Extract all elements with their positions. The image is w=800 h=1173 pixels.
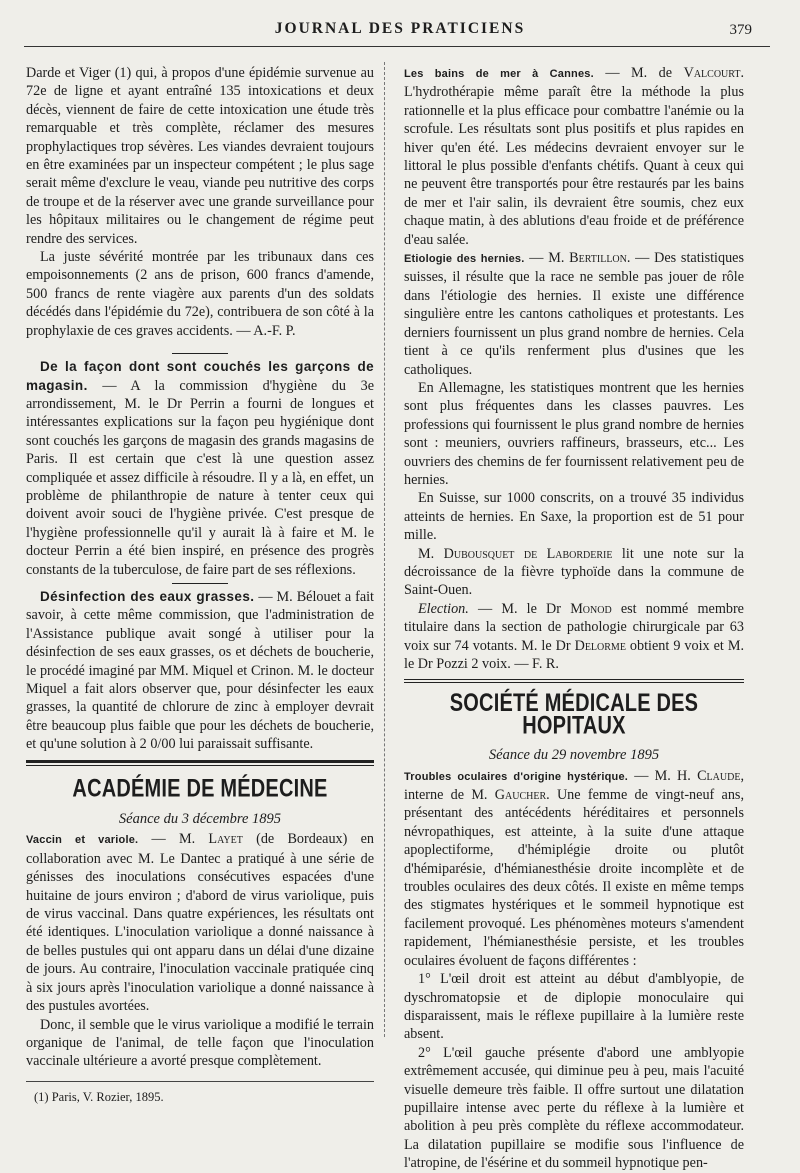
article-title: Troubles oculaires d'origine hystérique. — [404, 770, 629, 783]
article-title: Etiologie des hernies. — [404, 253, 525, 266]
article-text: — M. de — [593, 65, 684, 81]
article-title: Vaccin et variole. — [26, 834, 139, 847]
page-number: 379 — [729, 22, 752, 38]
article-hernies — [404, 249, 744, 379]
author-name: Layet — [208, 831, 243, 848]
article-text: M. — [418, 545, 444, 562]
paragraph-suisse: En Suisse, sur 1000 conscrits, on a trouvé 35 individus atteints de hernies. En Saxe, la proportion est de 51 pour mille. — [404, 490, 744, 544]
article-text: est nommé membre titulaire dans la section de pathologie chirurgicale par 63 voix sur 74 votants. M. le Dr — [404, 600, 744, 654]
author-name: Valcourt — [683, 65, 741, 81]
article-text: (de Bordeaux) en collaboration avec M. Le Dantec a pratiqué à une série de génisses des inoculations consécutives espacées d'une huitaine de jours environ ; d'abord de virus variolique, puis de virus vaccinal. Dans quatre expériences, les résultats ont été identiques. L'inoculation variolique a donné naissance à de belles pustules qui ont apparu dans un délai d'une dizaine de jours. Au contraire, l'inoculation vaccinale pratiquée cinq à six jours après l'inoculation variolique a donné naissance à des pustules avortées. — [26, 831, 374, 1015]
article-title: Désinfection des eaux grasses. — [40, 588, 255, 604]
section-thin-rule — [26, 765, 374, 766]
journal-title: JOURNAL DES PRATICIENS — [274, 20, 526, 37]
right-column — [404, 64, 744, 1173]
article-text: . L'hydrothérapie même paraît être la méthode la plus rationnelle et la plus efficace pour combattre l'anémie ou la scrofule. Les résultats sont plus positifs et plus rapides en hiver qu'en été. Les médecins devraient envoyer sur le littoral le plus possible d'enfants chétifs. Quant à ceux qui ne peuvent être transportés pour être restaurés par les bains de mer et l'air salin, ils devraient être soumis, chez eux chaque matin, à des ablutions d'eau froide et de préférence d'eau salée. — [404, 65, 744, 248]
article-bains-de-mer — [404, 64, 744, 249]
article-text: obtient 9 voix et M. le Dr Pozzi 2 voix. — F. R. — [404, 637, 744, 672]
article-text: — M. — [524, 250, 570, 267]
article-garcons-magasin — [26, 358, 374, 579]
election-label: Election. — [418, 600, 469, 617]
section-thick-rule — [404, 679, 744, 680]
author-name: Dubousquet de Laborderie — [443, 545, 613, 562]
author-name: Delorme — [574, 637, 626, 654]
author-name: Bertillon — [569, 250, 627, 267]
section-thick-rule — [26, 760, 374, 763]
section-divider — [172, 353, 228, 354]
paragraph-severite: La juste sévérité montrée par les tribunaux dans ces empoisonnements (2 ans de prison, 600 francs d'amende, 500 francs de rente viagère aux parents d'un des soldats décédés dans l'épidémie du 72e), contribuera de son côté à la prophylaxie de ces graves accidents. — A.-F. P. — [26, 249, 374, 339]
article-text: — M. Bélouet a fait savoir, à cette même commission, que l'administration de l'Assistance publique avait songé à utiliser pour la désinfection de ses eaux grasses, os et déchets de boucherie, le procédé imaginé par MM. Miquel et Crinon. M. le docteur Miquel a fait alors observer que, pour désinfecter les eaux grasses, la quantité de chlorure de zinc à employer devrait être beaucoup plus faible que pour les déchets de boucherie, et qu'une solution à 2 0/00 lui paraissait suffisante. — [26, 588, 374, 753]
article-text: — M. le Dr — [468, 600, 571, 617]
paragraph-dubousquet — [404, 545, 744, 600]
paragraph-election — [404, 600, 744, 674]
section-heading-societe: SOCIÉTÉ MÉDICALE DES HOPITAUX — [449, 690, 699, 741]
article-text: — M. — [138, 831, 209, 848]
footnote-rule — [26, 1081, 374, 1082]
seance-date: Séance du 29 novembre 1895 — [488, 747, 660, 764]
author-name: Claude — [697, 767, 741, 784]
article-vaccin — [26, 830, 374, 1015]
section-thin-rule — [404, 682, 744, 683]
header-rule — [24, 46, 770, 47]
section-heading-academie: ACADÉMIE DE MÉDECINE — [72, 774, 328, 803]
article-text: lit une note sur la décroissance de la fièvre typhoïde dans la commune de Saint-Ouen. — [404, 545, 744, 599]
paragraph-vaccin-conclusion: Donc, il semble que le virus variolique a modifié le terrain organique de l'animal, de telle façon que l'inoculation vaccinale ultérieure a avorté presque complètement. — [26, 1016, 374, 1070]
footnote: (1) Paris, V. Rozier, 1895. — [34, 1089, 164, 1104]
paragraph-allemagne: En Allemagne, les statistiques montrent que les hernies sont plus fréquentes dans les classes pauvres. Les professions qui fournissent le plus grand nombre de hernies sont : meuniers, ouvriers raffineurs, brasseurs, etc... Les ouvriers des chemins de fer fournissent relativement peu de hernies. — [404, 379, 744, 488]
article-text: . — Des statistiques suisses, il résulte que la race ne semble pas jouer de rôle dans l'étiologie des hernies. Il existe une différence singulière entre les cantons catholiques et protestants. Les derniers fournissent un plus grand nombre de hernies. Cela tient à ce qu'ils renferment plus d'usines que les catholiques. — [404, 250, 744, 378]
article-title: De la façon dont sont couchés les garçons de magasin. — [26, 359, 374, 393]
article-text: , interne de M. — [404, 767, 744, 804]
article-troubles-oculaires — [404, 767, 744, 970]
seance-date: Séance du 3 décembre 1895 — [118, 811, 282, 828]
article-text: — M. H. — [628, 767, 698, 784]
article-text: — A la commission d'hygiène du 3e arrondissement, M. le Dr Perrin a fourni de longues et intéressantes explications sur la façon peu hygiénique dont sont couchés les garçons de magasin des grands magasins de Paris. Il est certain que c'est là une question assez compliquée et assez difficile à résoudre. Il y a là, en effet, un problème de philanthropie de nature à tenter ceux qui doivent avoir souci de l'hygiène privée. C'est presque de l'hygiène professionnelle qu'il y aurait là à faire et M. le docteur Perrin a été bien inspiré, en présence des progrès constants de la tuberculose, de faire part de ses réflexions. — [26, 377, 374, 578]
paragraph-intoxication: Darde et Viger (1) qui, à propos d'une épidémie survenue au 72e de ligne et ayant entraîné 135 intoxications et deux décès, viennent de faire de cette intoxication une étude très remarquable et très complète, réclamer des mesures prophylactiques trop sévères. Les viandes devraient toujours en être examinées par un inspecteur compétent ; le plus sage serait même d'exclure le veau, viande peu nutritive des corps de troupe et de la réserver avec une grande surveillance pour les hôpitaux militaires ou le changement de régime peut rendre des services. — [26, 65, 374, 247]
article-text: . Une femme de vingt-neuf ans, présentant des antécédents héréditaires et personnels névropathiques, est atteinte, à la suite d'une attaque apoplectiforme, d'hémiplégie droite ou plutôt d'hémiparésie, d'hémianesthésie droite incomplète et de troubles oculaires des deux côtés. Il existe en même temps des stigmates hystériques et le sommeil hypnotique est facilement provoqué. Les phénomènes moteurs s'amendent rapidement, l'hémianesthésie persiste, et les troubles oculaires évoluent de façons différentes : — [404, 787, 744, 969]
article-eaux-grasses — [26, 588, 374, 754]
section-divider — [172, 583, 228, 584]
column-separator — [384, 62, 385, 1037]
author-name: Monod — [570, 600, 612, 617]
paragraph-oeil-droit: 1° L'œil droit est atteint au début d'amblyopie, de dyschromatopsie et de diplopie monoculaire qui disparaissent, mais le réflexe pupillaire à la lumière reste absent. — [404, 971, 744, 1043]
paragraph-oeil-gauche: 2° L'œil gauche présente d'abord une amblyopie extrêmement accusée, qui diminue peu à peu, mais l'acuité visuelle demeure très faible. Il offre surtout une dilatation pupillaire intense avec perte du réflexe à la lumière et abolition à peu près complète du réflexe accommodateur. La dilatation pupillaire se modifie sous l'influence de l'atropine, de l'ésérine et du sommeil hypnotique pen- — [404, 1044, 744, 1172]
author-name: Gaucher — [494, 787, 547, 804]
left-column — [26, 64, 374, 1106]
article-title: Les bains de mer à Cannes. — [404, 68, 594, 80]
page-header — [20, 18, 780, 44]
